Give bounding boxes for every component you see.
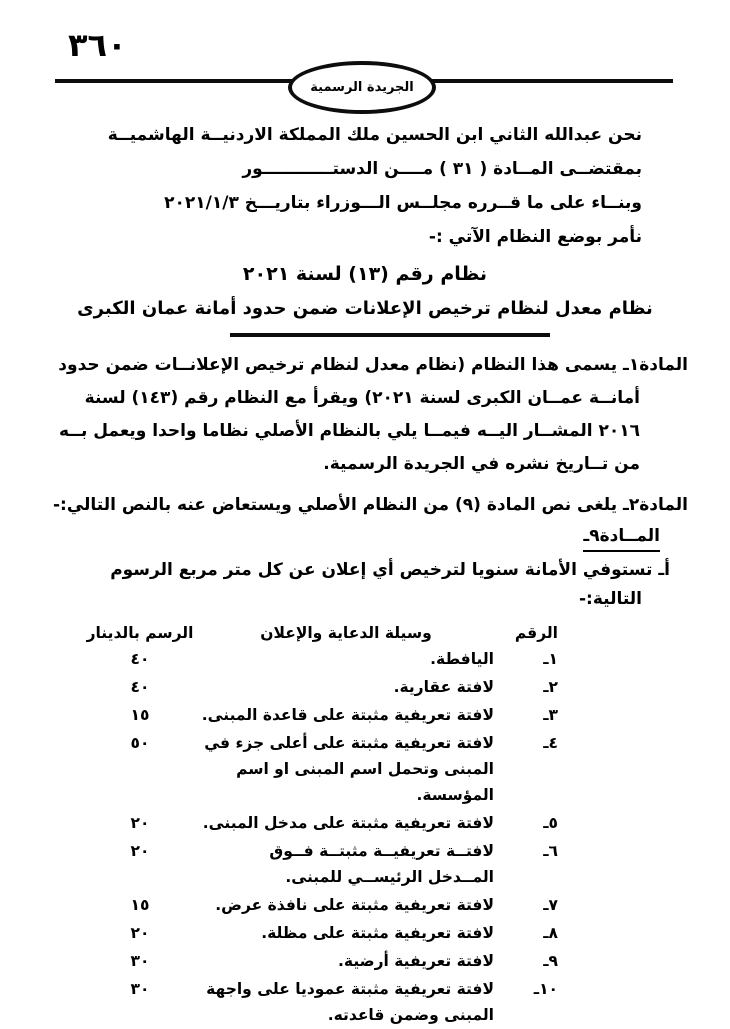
article-1-label: المادة١ـ xyxy=(623,355,688,375)
preamble-line-order: نأمر بوضع النظام الآتي :- xyxy=(428,227,642,247)
column-header-medium: وسيلة الدعاية والإعلان xyxy=(260,624,432,642)
preamble-line-king: نحن عبدالله الثاني ابن الحسين ملك المملكة الاردنيــة الهاشميــة xyxy=(107,125,642,145)
row-medium: لافتة عقارية. xyxy=(393,678,494,696)
article-1 xyxy=(40,349,688,481)
article-2-text: يلغى نص المادة (٩) من النظام الأصلي ويستعاض عنه بالنص التالي:- xyxy=(52,495,618,515)
row-fee: ٢٠ xyxy=(130,814,150,832)
article-9-clause-a xyxy=(95,556,670,614)
article-2 xyxy=(40,489,688,522)
row-number: ١٠ـ xyxy=(533,980,558,998)
row-number: ٦ـ xyxy=(543,842,558,860)
row-fee: ٢٠ xyxy=(130,924,150,942)
clause-a-text: تستوفي الأمانة سنويا لترخيص أي إعلان عن كل متر مربع الرسوم التالية:- xyxy=(110,560,653,609)
row-fee: ٥٠ xyxy=(130,734,150,752)
regulation-number-title: نظام رقم (١٣) لسنة ٢٠٢١ xyxy=(242,263,488,285)
column-header-fee: الرسم بالدينار xyxy=(86,624,194,642)
table-row xyxy=(82,645,558,673)
preamble-line-cabinet-date: وبنــاء على ما قــرره مجلــس الـــوزراء بتاريـــخ ٢٠٢١/١/٣ xyxy=(164,193,642,213)
gazette-title: الجريدة الرسمية xyxy=(310,80,414,95)
title-divider-line xyxy=(230,333,550,337)
row-number: ٣ـ xyxy=(543,706,558,724)
preamble-line-constitution: بمقتضــى المــادة ( ٣١ ) مــــن الدستــــــــــــور xyxy=(242,159,642,179)
table-row xyxy=(82,837,558,891)
column-header-number: الرقم xyxy=(514,624,558,642)
page-number: ٣٦٠ xyxy=(68,26,127,64)
table-row xyxy=(82,947,558,975)
row-medium: لافتة تعريفية أرضية. xyxy=(338,952,494,970)
advertising-fees-table xyxy=(82,624,558,1029)
table-row xyxy=(82,891,558,919)
table-row xyxy=(82,729,558,809)
article-1-text: يسمى هذا النظام (نظام معدل لنظام ترخيص الإعلانــات ضمن حدود أمانــة عمــان الكبرى لسنة ٢٠٢١) ويقرأ مع النظام رقم (١٤٣) لسنة ٢٠١٦ المشــار اليــه فيمــا يلي بالنظام الأصلي نظاما واحدا ويعمل بــه من تــاريخ نشره في الجريدة الرسمية. xyxy=(58,355,640,474)
royal-preamble xyxy=(60,118,642,254)
row-number: ٥ـ xyxy=(543,814,558,832)
table-row xyxy=(82,673,558,701)
row-fee: ٣٠ xyxy=(130,980,150,998)
row-number: ٧ـ xyxy=(543,896,558,914)
article-2-label: المادة٢ـ xyxy=(623,495,688,515)
row-number: ٩ـ xyxy=(543,952,558,970)
row-number: ٨ـ xyxy=(543,924,558,942)
table-row xyxy=(82,975,558,1029)
row-medium: لافتة تعريفية مثبتة عموديا على واجهة المبنى وضمن قاعدته. xyxy=(206,980,494,1024)
row-medium: اليافطة. xyxy=(430,650,494,668)
row-medium: لافتة تعريفية مثبتة على مظلة. xyxy=(261,924,494,942)
row-medium: لافتــة تعريفيــة مثبتــة فــوق المــدخل الرئيســي للمبنى. xyxy=(269,842,494,886)
row-medium: لافتة تعريفية مثبتة على نافذة عرض. xyxy=(215,896,494,914)
row-medium: لافتة تعريفية مثبتة على مدخل المبنى. xyxy=(202,814,494,832)
table-row xyxy=(82,809,558,837)
row-fee: ٢٠ xyxy=(130,842,150,860)
row-number: ٤ـ xyxy=(543,734,558,752)
table-row xyxy=(82,701,558,729)
row-medium: لافتة تعريفية مثبتة على أعلى جزء في المبنى وتحمل اسم المبنى او اسم المؤسسة. xyxy=(204,734,494,804)
row-fee: ١٥ xyxy=(130,896,150,914)
row-medium: لافتة تعريفية مثبتة على قاعدة المبنى. xyxy=(201,706,494,724)
article-9-heading: المــادة٩ـ xyxy=(583,524,660,552)
row-fee: ٣٠ xyxy=(130,952,150,970)
regulation-title-block xyxy=(0,260,730,337)
row-number: ١ـ xyxy=(543,650,558,668)
row-number: ٢ـ xyxy=(543,678,558,696)
clause-a-label: أـ xyxy=(658,560,670,580)
fees-table-header xyxy=(82,624,558,645)
row-fee: ٤٠ xyxy=(130,650,150,668)
row-fee: ٤٠ xyxy=(130,678,150,696)
gazette-seal-oval xyxy=(288,61,436,114)
table-row xyxy=(82,919,558,947)
article-9-heading-row xyxy=(0,524,660,552)
row-fee: ١٥ xyxy=(130,706,150,724)
regulation-name-title: نظام معدل لنظام ترخيص الإعلانات ضمن حدود أمانة عمان الكبرى xyxy=(77,298,653,319)
